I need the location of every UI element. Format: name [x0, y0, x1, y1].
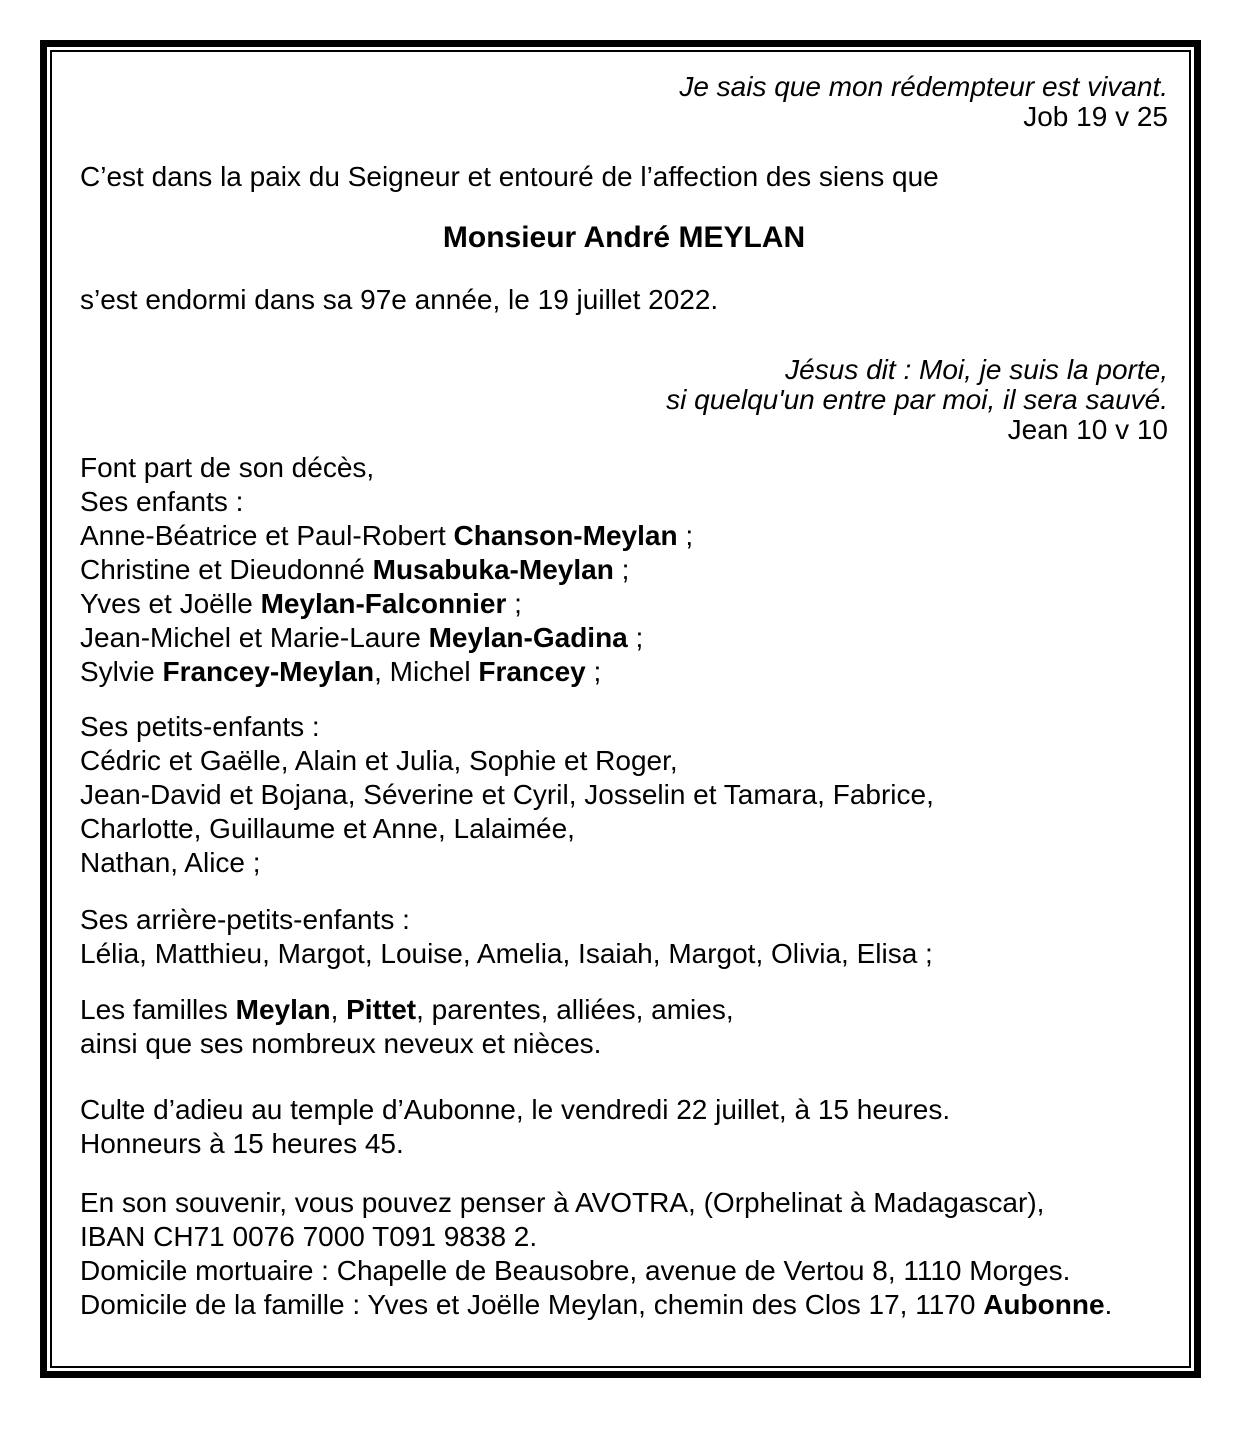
text-run: En son souvenir, vous pouvez penser à AVOTRA, (Orphelinat à Madagascar),: [80, 1187, 1045, 1218]
text-line: [80, 553, 1168, 587]
text-line: [80, 937, 1168, 971]
text-run-bold: Meylan-Gadina: [428, 622, 628, 653]
text-run: Domicile mortuaire : Chapelle de Beausobre, avenue de Vertou 8, 1110 Morges.: [80, 1255, 1071, 1286]
text-line: [80, 846, 1168, 880]
text-line: [80, 621, 1168, 655]
text-run-bold: Meylan: [235, 994, 331, 1025]
text-line: [80, 655, 1168, 689]
text-line: [80, 1254, 1168, 1288]
text-run: ainsi que ses nombreux neveux et nièces.: [80, 1028, 602, 1059]
text-run: Nathan, Alice ;: [80, 847, 261, 878]
text-run-italic: Jésus dit : Moi, je suis la porte,: [785, 354, 1168, 385]
text-block-deceased-name: [80, 221, 1168, 255]
text-run: ;: [613, 554, 630, 585]
text-block-epigraph-job: [80, 72, 1168, 132]
memorial-card-frame: [40, 40, 1201, 1378]
text-run: Jean-David et Bojana, Séverine et Cyril, Josselin et Tamara, Fabrice,: [80, 779, 934, 810]
text-line: [80, 355, 1168, 385]
text-run-bold: Musabuka-Meylan: [372, 554, 614, 585]
text-line: [80, 485, 1168, 519]
text-run: Cédric et Gaëlle, Alain et Julia, Sophie et Roger,: [80, 745, 678, 776]
text-line: [80, 587, 1168, 621]
text-line: [80, 710, 1168, 744]
text-run: Jean-Michel et Marie-Laure: [80, 622, 429, 653]
text-block-great-grandchildren: [80, 903, 1168, 971]
text-run: Sylvie: [80, 656, 163, 687]
text-run: Anne-Béatrice et Paul-Robert: [80, 520, 454, 551]
text-block-service: [80, 1093, 1168, 1161]
card-content: [52, 52, 1189, 1366]
text-line: [80, 903, 1168, 937]
text-line: [80, 1027, 1168, 1061]
text-line: [80, 1288, 1168, 1322]
text-run: Christine et Dieudonné: [80, 554, 373, 585]
text-run-bold: Francey-Meylan: [162, 656, 375, 687]
text-line: [80, 1186, 1168, 1220]
text-run: Les familles: [80, 994, 236, 1025]
text-line: [80, 160, 1168, 194]
text-run: s’est endormi dans sa 97e année, le 19 juillet 2022.: [80, 284, 719, 315]
text-line: [80, 744, 1168, 778]
text-line: [80, 221, 1168, 255]
text-block-families: [80, 993, 1168, 1061]
text-line: [80, 519, 1168, 553]
text-run-italic: Je sais que mon rédempteur est vivant.: [679, 71, 1168, 102]
text-run: , Michel: [374, 656, 479, 687]
text-run-bold: Chanson-Meylan: [453, 520, 678, 551]
text-block-intro: [80, 160, 1168, 194]
text-run: Job 19 v 25: [1023, 101, 1168, 132]
text-block-epigraph-jean: [80, 355, 1168, 445]
text-line: [80, 102, 1168, 132]
text-run-bold: Aubonne: [983, 1289, 1105, 1320]
text-line: [80, 1127, 1168, 1161]
text-block-children: [80, 451, 1168, 689]
text-line: [80, 812, 1168, 846]
text-run-bold: Pittet: [346, 994, 417, 1025]
text-line: [80, 1093, 1168, 1127]
text-run: ;: [627, 622, 644, 653]
text-run: Ses arrière-petits-enfants :: [80, 904, 410, 935]
text-run: ;: [677, 520, 694, 551]
text-line: [80, 72, 1168, 102]
text-run: ,: [330, 994, 347, 1025]
text-run: ;: [506, 588, 522, 619]
text-line: [80, 1220, 1168, 1254]
text-block-final-info: [80, 1186, 1168, 1322]
text-run: Ses enfants :: [80, 486, 244, 517]
text-run: Ses petits-enfants :: [80, 711, 320, 742]
text-line: [80, 415, 1168, 445]
text-line: [80, 993, 1168, 1027]
text-run: Jean 10 v 10: [1007, 414, 1168, 445]
text-run: .: [1104, 1289, 1113, 1320]
text-block-death-notice: [80, 283, 1168, 317]
text-line: [80, 778, 1168, 812]
text-run: , parentes, alliées, amies,: [416, 994, 734, 1025]
text-run: ;: [585, 656, 602, 687]
text-line: [80, 283, 1168, 317]
text-run: Font part de son décès,: [80, 452, 375, 483]
memorial-card-inner-border: [50, 50, 1191, 1368]
text-run-bold: Monsieur André MEYLAN: [442, 221, 806, 254]
text-run: Culte d’adieu au temple d’Aubonne, le vendredi 22 juillet, à 15 heures.: [80, 1094, 951, 1125]
text-block-grandchildren: [80, 710, 1168, 880]
text-run-bold: Francey: [478, 656, 586, 687]
text-line: [80, 385, 1168, 415]
text-run: Lélia, Matthieu, Margot, Louise, Amelia, Isaiah, Margot, Olivia, Elisa ;: [80, 938, 933, 969]
text-run-italic: si quelqu'un entre par moi, il sera sauvé.: [666, 384, 1168, 415]
text-line: [80, 451, 1168, 485]
text-run: Domicile de la famille : Yves et Joëlle Meylan, chemin des Clos 17, 1170: [80, 1289, 984, 1320]
text-run: Honneurs à 15 heures 45.: [80, 1128, 404, 1159]
text-run: IBAN CH71 0076 7000 T091 9838 2.: [80, 1221, 538, 1252]
text-run-bold: Meylan-Falconnier: [260, 588, 507, 619]
text-run: C’est dans la paix du Seigneur et entouré de l’affection des siens que: [80, 161, 939, 192]
text-run: Yves et Joëlle: [80, 588, 261, 619]
text-run: Charlotte, Guillaume et Anne, Lalaimée,: [80, 813, 575, 844]
